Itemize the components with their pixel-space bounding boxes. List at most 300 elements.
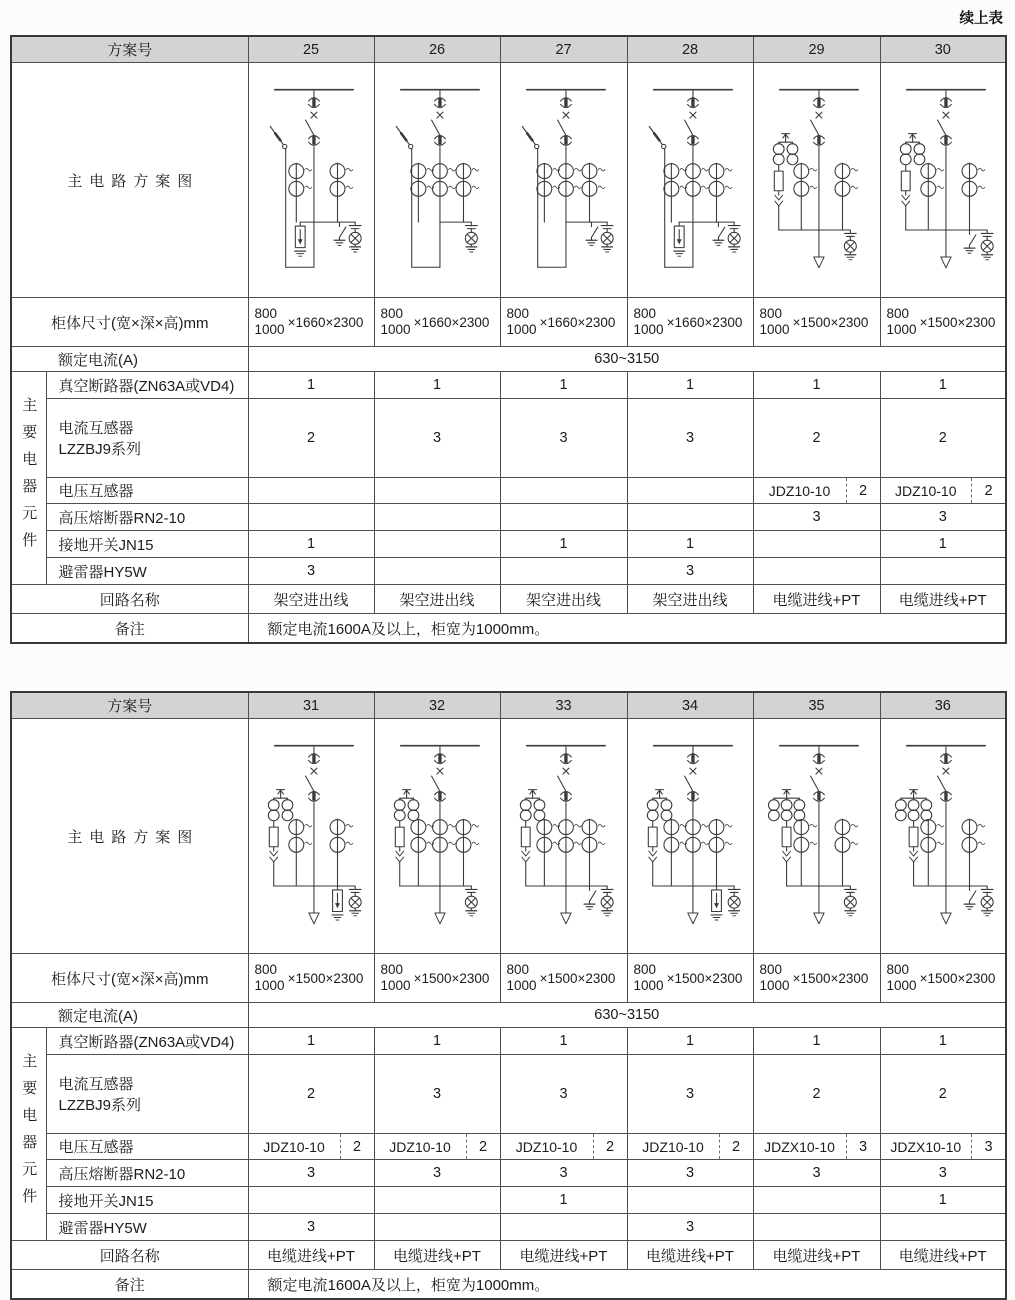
vt-model: JDZ10-10: [754, 478, 847, 503]
vt-split-cell: [754, 1134, 880, 1159]
diagram-row-label-text: 主电路方案图: [67, 172, 200, 190]
cell-breaker-35: [753, 1028, 880, 1055]
cabinet-size-30: [880, 298, 1006, 347]
cell-breaker-25: [248, 372, 374, 399]
remark-value: [248, 1270, 1006, 1300]
scheme-number-32: [374, 692, 500, 719]
component-label-fuse: [46, 504, 248, 531]
cabinet-size-value: [375, 306, 500, 337]
cell-value: 1: [812, 1033, 821, 1049]
cabinet-size-35: [753, 954, 880, 1003]
cabinet-size-25: [248, 298, 374, 347]
diagram-cell-34: [627, 719, 753, 954]
rated-current-value: [248, 347, 1006, 372]
cabinet-size-value: [249, 306, 374, 337]
cell-value: 3: [559, 430, 568, 446]
circuit-name-text: 电缆进线+PT: [519, 1247, 608, 1265]
vt-split-cell: [628, 1134, 753, 1159]
cell-ct-35: [753, 1055, 880, 1134]
depth-height-text: ×1500×2300: [792, 314, 869, 330]
width-fraction: [507, 306, 537, 337]
cell-arrester-26: [374, 558, 500, 585]
width-fraction: [887, 306, 917, 337]
rated-current-label-text: 额定电流(A): [58, 351, 138, 369]
cell-ct-26: [374, 399, 500, 478]
main-circuit-diagram-29: [754, 75, 879, 281]
component-label-ct: [46, 1055, 248, 1134]
component-label-ct: [46, 399, 248, 478]
width-fraction: [255, 306, 285, 337]
cell-earth-27: [500, 531, 627, 558]
diagram-cell-29: [753, 63, 880, 298]
depth-height-text: ×1500×2300: [792, 970, 869, 986]
width-option-800: 800: [759, 962, 783, 978]
circuit-name-34: [627, 1241, 753, 1270]
scheme-number-text: 36: [934, 697, 951, 714]
cabinet-size-label-text: 柜体尺寸(宽×深×高)mm: [51, 970, 209, 988]
cell-value: 1: [685, 1033, 695, 1049]
circuit-name-text: 架空进出线: [273, 591, 349, 609]
width-fraction: [634, 306, 664, 337]
depth-height-text: ×1660×2300: [539, 314, 616, 330]
circuit-name-text: 电缆进线+PT: [646, 1247, 734, 1265]
cell-ct-33: [500, 1055, 627, 1134]
circuit-name-text: 电缆进线+PT: [772, 591, 861, 609]
cabinet-size-33: [500, 954, 627, 1003]
vt-model: JDZ10-10: [501, 1134, 594, 1159]
width-option-800: 800: [254, 962, 278, 978]
remark-text: 额定电流1600A及以上，柜宽为1000mm。: [267, 1276, 550, 1294]
component-label-text: 避雷器HY5W: [58, 563, 147, 581]
width-option-800: 800: [633, 306, 657, 322]
cell-arrester-28: [627, 558, 753, 585]
main-circuit-diagram-30: [881, 75, 1006, 281]
diagram-cell-27: [500, 63, 627, 298]
component-label-earth: [46, 531, 248, 558]
cell-earth-31: [248, 1187, 374, 1214]
cabinet-size-value: [754, 962, 880, 993]
vt-model: JDZX10-10: [754, 1134, 847, 1159]
cell-fuse-31: [248, 1160, 374, 1187]
cell-fuse-29: [753, 504, 880, 531]
cabinet-size-label: [11, 298, 248, 347]
cabinet-size-value: [501, 306, 627, 337]
vt-qty: 2: [731, 1138, 741, 1155]
width-fraction: [507, 962, 537, 993]
components-group-label-text: 主要电器元件: [20, 397, 38, 559]
cell-value: 1: [559, 536, 568, 552]
cabinet-size-32: [374, 954, 500, 1003]
cell-fuse-34: [627, 1160, 753, 1187]
component-label-fuse: [46, 1160, 248, 1187]
cell-value: 3: [559, 1165, 568, 1181]
cell-value: 3: [812, 1165, 821, 1181]
cabinet-size-28: [627, 298, 753, 347]
cell-ct-32: [374, 1055, 500, 1134]
vt-qty: 2: [858, 482, 868, 499]
cell-breaker-32: [374, 1028, 500, 1055]
cell-value: 3: [432, 430, 442, 446]
width-option-1000: 1000: [886, 322, 917, 337]
cell-fuse-30: [880, 504, 1006, 531]
cell-breaker-34: [627, 1028, 753, 1055]
circuit-name-text: 电缆进线+PT: [898, 591, 987, 609]
cabinet-size-label-text: 柜体尺寸(宽×深×高)mm: [51, 314, 209, 332]
cell-ct-28: [627, 399, 753, 478]
component-label-text: 真空断路器(ZN63A或VD4): [58, 377, 235, 395]
cell-value: 1: [306, 536, 316, 552]
cell-value: 3: [306, 563, 316, 579]
cell-value: 3: [685, 1165, 695, 1181]
depth-height-text: ×1660×2300: [413, 314, 490, 330]
diagram-cell-36: [880, 719, 1006, 954]
width-option-1000: 1000: [380, 322, 411, 337]
width-fraction: [760, 306, 790, 337]
cell-vt-30: [880, 478, 1006, 504]
width-option-800: 800: [759, 306, 783, 322]
remark-label-text: 备注: [114, 620, 145, 638]
cell-arrester-32: [374, 1214, 500, 1241]
circuit-name-30: [880, 585, 1006, 614]
depth-height-text: ×1500×2300: [919, 314, 996, 330]
width-option-800: 800: [633, 962, 657, 978]
circuit-name-text: 电缆进线+PT: [898, 1247, 987, 1265]
depth-height-text: ×1500×2300: [666, 970, 743, 986]
cell-value: 1: [938, 377, 947, 393]
component-label-earth: [46, 1187, 248, 1214]
rated-current-label: [11, 347, 248, 372]
cell-arrester-27: [500, 558, 627, 585]
cell-ct-30: [880, 399, 1006, 478]
cell-value: 1: [938, 536, 947, 552]
circuit-name-28: [627, 585, 753, 614]
cell-ct-34: [627, 1055, 753, 1134]
component-label-vt: [46, 478, 248, 504]
vt-qty: 2: [478, 1138, 488, 1155]
width-option-800: 800: [380, 962, 404, 978]
diagram-cell-33: [500, 719, 627, 954]
cell-value: 3: [559, 1086, 568, 1102]
cell-ct-25: [248, 399, 374, 478]
cell-vt-34: [627, 1134, 753, 1160]
main-circuit-diagram-27: [501, 75, 626, 281]
cell-earth-29: [753, 531, 880, 558]
cell-fuse-27: [500, 504, 627, 531]
scheme-number-text: 28: [681, 41, 699, 58]
cell-vt-32: [374, 1134, 500, 1160]
cabinet-size-value: [501, 962, 627, 993]
cell-earth-28: [627, 531, 753, 558]
depth-height-text: ×1660×2300: [287, 314, 364, 330]
cell-value: 1: [432, 377, 442, 393]
component-label-line2: LZZBJ9系列: [58, 441, 142, 458]
circuit-name-text: 电缆进线+PT: [267, 1247, 355, 1265]
scheme-number-25: [248, 36, 374, 63]
scheme-number-text: 30: [934, 41, 951, 58]
width-option-800: 800: [506, 306, 530, 322]
cell-earth-36: [880, 1187, 1006, 1214]
cell-breaker-31: [248, 1028, 374, 1055]
width-option-1000: 1000: [254, 322, 285, 337]
cabinet-size-27: [500, 298, 627, 347]
scheme-number-30: [880, 36, 1006, 63]
scheme-number-text: 33: [555, 697, 572, 714]
vt-model: JDZ10-10: [881, 478, 973, 503]
component-label-text: 接地开关JN15: [58, 1192, 154, 1210]
component-label-arrester: [46, 558, 248, 585]
cabinet-size-31: [248, 954, 374, 1003]
cell-vt-31: [248, 1134, 374, 1160]
components-group-label-text: 主要电器元件: [20, 1053, 38, 1215]
cell-value: 2: [938, 430, 947, 446]
cell-vt-36: [880, 1134, 1006, 1160]
diagram-cell-32: [374, 719, 500, 954]
vt-model: JDZX10-10: [881, 1134, 973, 1159]
cell-value: 2: [306, 430, 316, 446]
width-option-1000: 1000: [506, 978, 537, 993]
depth-height-text: ×1500×2300: [919, 970, 996, 986]
circuit-name-text: 电缆进线+PT: [393, 1247, 481, 1265]
cell-value: 3: [685, 430, 695, 446]
component-label-arrester: [46, 1214, 248, 1241]
vt-qty: 2: [605, 1138, 615, 1155]
cell-vt-27: [500, 478, 627, 504]
scheme-number-text: 29: [808, 41, 825, 58]
cell-earth-34: [627, 1187, 753, 1214]
circuit-name-label-text: 回路名称: [99, 591, 160, 609]
cabinet-size-26: [374, 298, 500, 347]
circuit-name-35: [753, 1241, 880, 1270]
circuit-name-26: [374, 585, 500, 614]
cell-value: 2: [938, 1086, 947, 1102]
component-label-text: 高压熔断器RN2-10: [58, 1165, 186, 1183]
vt-qty: 3: [858, 1138, 868, 1155]
cell-value: 3: [938, 509, 947, 525]
cell-value: 1: [685, 377, 695, 393]
width-option-800: 800: [254, 306, 278, 322]
width-fraction: [255, 962, 285, 993]
main-circuit-diagram-33: [501, 731, 626, 937]
remark-label: [11, 614, 248, 644]
cell-value: 1: [938, 1033, 947, 1049]
cell-value: 1: [559, 1192, 568, 1208]
width-option-1000: 1000: [759, 978, 790, 993]
component-label-breaker: [46, 372, 248, 399]
cell-value: 3: [685, 1219, 695, 1235]
cell-breaker-30: [880, 372, 1006, 399]
cabinet-size-value: [754, 306, 880, 337]
width-option-1000: 1000: [380, 978, 411, 993]
component-label-text: 接地开关JN15: [58, 536, 154, 554]
scheme-no-header: [11, 36, 248, 63]
rated-current-text: 630~3150: [594, 1007, 660, 1023]
cell-arrester-30: [880, 558, 1006, 585]
cell-arrester-29: [753, 558, 880, 585]
width-fraction: [634, 962, 664, 993]
circuit-name-32: [374, 1241, 500, 1270]
cell-ct-36: [880, 1055, 1006, 1134]
diagram-cell-30: [880, 63, 1006, 298]
scheme-number-36: [880, 692, 1006, 719]
cabinet-size-36: [880, 954, 1006, 1003]
circuit-name-text: 架空进出线: [652, 591, 728, 609]
scheme-number-35: [753, 692, 880, 719]
scheme-number-26: [374, 36, 500, 63]
main-circuit-diagram-28: [628, 75, 753, 281]
cell-value: 3: [938, 1165, 947, 1181]
cell-fuse-33: [500, 1160, 627, 1187]
cell-vt-26: [374, 478, 500, 504]
component-label-text: 避雷器HY5W: [58, 1219, 147, 1237]
circuit-name-text: 架空进出线: [526, 591, 602, 609]
component-label-text: 电压互感器: [58, 1139, 134, 1156]
vt-split-cell: [881, 478, 1006, 503]
scheme-no-header-text: 方案号: [107, 42, 153, 59]
cell-value: 3: [812, 509, 821, 525]
cabinet-size-value: [881, 306, 1006, 337]
components-group-label: [11, 372, 46, 585]
component-label-line2: LZZBJ9系列: [58, 1097, 142, 1114]
cell-ct-29: [753, 399, 880, 478]
cell-breaker-36: [880, 1028, 1006, 1055]
depth-height-text: ×1500×2300: [287, 970, 364, 986]
scheme-number-29: [753, 36, 880, 63]
cell-arrester-35: [753, 1214, 880, 1241]
circuit-name-label-text: 回路名称: [99, 1247, 160, 1265]
width-fraction: [381, 306, 411, 337]
circuit-name-27: [500, 585, 627, 614]
cell-fuse-32: [374, 1160, 500, 1187]
depth-height-text: ×1500×2300: [413, 970, 490, 986]
scheme-number-34: [627, 692, 753, 719]
vt-qty: 2: [984, 482, 993, 499]
main-circuit-diagram-35: [754, 731, 879, 937]
component-label-text: 电流互感器: [58, 420, 134, 437]
cell-arrester-34: [627, 1214, 753, 1241]
cabinet-size-label: [11, 954, 248, 1003]
diagram-cell-31: [248, 719, 374, 954]
cell-arrester-36: [880, 1214, 1006, 1241]
cell-vt-33: [500, 1134, 627, 1160]
cell-vt-35: [753, 1134, 880, 1160]
cabinet-size-value: [628, 306, 753, 337]
remark-text: 额定电流1600A及以上，柜宽为1000mm。: [267, 620, 550, 638]
cell-earth-33: [500, 1187, 627, 1214]
diagram-row-label: [11, 63, 248, 298]
cell-ct-27: [500, 399, 627, 478]
circuit-name-25: [248, 585, 374, 614]
diagram-row-label: [11, 719, 248, 954]
vt-split-cell: [249, 1134, 374, 1159]
width-option-1000: 1000: [633, 978, 664, 993]
cabinet-size-value: [249, 962, 374, 993]
scheme-number-text: 31: [302, 697, 320, 714]
cell-fuse-26: [374, 504, 500, 531]
cell-value: 1: [685, 536, 695, 552]
scheme-number-text: 32: [428, 697, 446, 714]
cabinet-size-34: [627, 954, 753, 1003]
cell-fuse-28: [627, 504, 753, 531]
vt-split-cell: [881, 1134, 1006, 1159]
cell-breaker-29: [753, 372, 880, 399]
scheme-number-31: [248, 692, 374, 719]
cell-value: 1: [559, 377, 568, 393]
main-circuit-diagram-36: [881, 731, 1006, 937]
scheme-number-text: 26: [428, 41, 446, 58]
cell-breaker-27: [500, 372, 627, 399]
circuit-name-text: 架空进出线: [399, 591, 475, 609]
rated-current-label-text: 额定电流(A): [58, 1007, 138, 1025]
cell-value: 1: [812, 377, 821, 393]
circuit-name-text: 电缆进线+PT: [772, 1247, 861, 1265]
cell-fuse-36: [880, 1160, 1006, 1187]
cell-value: 3: [306, 1165, 316, 1181]
vt-split-cell: [501, 1134, 627, 1159]
circuit-name-36: [880, 1241, 1006, 1270]
component-label-vt: [46, 1134, 248, 1160]
cell-earth-26: [374, 531, 500, 558]
scheme-number-text: 27: [555, 41, 572, 58]
cell-fuse-35: [753, 1160, 880, 1187]
width-option-800: 800: [380, 306, 404, 322]
vt-qty: 3: [984, 1138, 993, 1155]
cell-arrester-33: [500, 1214, 627, 1241]
component-label-text: 电流互感器: [58, 1076, 134, 1093]
cell-earth-35: [753, 1187, 880, 1214]
diagram-cell-26: [374, 63, 500, 298]
cell-vt-29: [753, 478, 880, 504]
scheme-number-text: 35: [808, 697, 825, 714]
cell-value: 3: [306, 1219, 316, 1235]
circuit-name-29: [753, 585, 880, 614]
cell-value: 1: [938, 1192, 947, 1208]
vt-qty: 2: [352, 1138, 362, 1155]
diagram-cell-28: [627, 63, 753, 298]
vt-model: JDZ10-10: [249, 1134, 341, 1159]
scheme-number-28: [627, 36, 753, 63]
cell-breaker-26: [374, 372, 500, 399]
vt-model: JDZ10-10: [375, 1134, 467, 1159]
diagram-cell-25: [248, 63, 374, 298]
main-circuit-diagram-25: [249, 75, 374, 281]
rated-current-value: [248, 1003, 1006, 1028]
scheme-number-27: [500, 36, 627, 63]
cell-value: 1: [306, 1033, 316, 1049]
cell-earth-25: [248, 531, 374, 558]
width-fraction: [381, 962, 411, 993]
width-option-1000: 1000: [254, 978, 285, 993]
cell-vt-25: [248, 478, 374, 504]
cell-ct-31: [248, 1055, 374, 1134]
width-option-1000: 1000: [506, 322, 537, 337]
width-option-1000: 1000: [886, 978, 917, 993]
width-fraction: [887, 962, 917, 993]
scheme-no-header-text: 方案号: [107, 698, 153, 715]
cell-value: 2: [812, 1086, 821, 1102]
cell-earth-30: [880, 531, 1006, 558]
circuit-name-label: [11, 1241, 248, 1270]
width-option-1000: 1000: [759, 322, 790, 337]
main-circuit-diagram-34: [628, 731, 753, 937]
cell-value: 2: [812, 430, 821, 446]
scheme-number-text: 34: [681, 697, 699, 714]
vt-split-cell: [754, 478, 880, 503]
remark-label: [11, 1270, 248, 1300]
component-label-text: 真空断路器(ZN63A或VD4): [58, 1033, 235, 1051]
cabinet-size-29: [753, 298, 880, 347]
vt-model: JDZ10-10: [628, 1134, 720, 1159]
cabinet-size-value: [375, 962, 500, 993]
